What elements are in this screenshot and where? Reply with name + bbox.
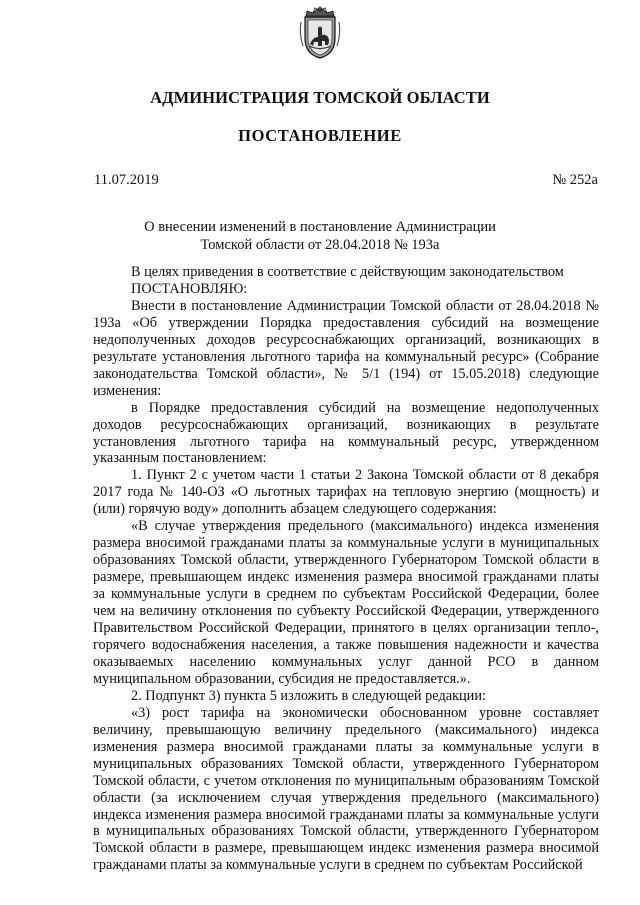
document-title-line: О внесении изменений в постановление Администрации [144, 219, 496, 235]
document-title [0, 218, 640, 254]
document-body [93, 264, 599, 874]
document-title-line: Томской области от 28.04.2018 № 193а [200, 237, 440, 253]
body-paragraph: в Порядке предоставления субсидий на возмещение недополученных доходов ресурсоснабжающих организаций, возникающих в результате установления льготного тарифа на коммунальный ресурс, утвержденном указанным постановлением: [93, 399, 599, 467]
body-paragraph: «3) рост тарифа на экономически обоснованном уровне составляет величину, превышающую величину предельного (максимального) индекса изменения размера вносимой гражданами платы за коммунальные услуги в муниципальных образованиях Томской области, утвержденного Губернатором Томской области, с учетом отклонения по муниципальным образованиям Томской области (за исключением случая утверждения предельного (максимального) индекса изменения размера вносимой гражданами платы за коммунальные услуги в муниципальных образованиях Томской области, утвержденного Губернатором Томской области в размере, превышающем индекс изменения размера вносимой гражданами платы за коммунальные услуги в среднем по субъектам Российской [93, 704, 599, 874]
body-paragraph: 1. Пункт 2 с учетом части 1 статьи 2 Закона Томской области от 8 декабря 2017 года № 140-ОЗ «О льготных тарифах на тепловую энергию (мощность) и (или) горячую воду» дополнить абзацем следующего содержания: [93, 467, 599, 518]
body-paragraph: Внести в постановление Администрации Томской области от 28.04.2018 № 193а «Об утверждении Порядка предоставления субсидий на возмещение недополученных доходов ресурсоснабжающих организаций, возникающих в результате установления льготного тарифа на коммунальный ресурс» (Собрание законодательства Томской области», № 5/1 (194) от 15.05.2018) следующие изменения: [93, 297, 599, 399]
document-date: 11.07.2019 [94, 172, 159, 188]
body-paragraph: «В случае утверждения предельного (максимального) индекса изменения размера вносимой гражданами платы за коммунальные услуги в муниципальных образованиях Томской области, утвержденного Губернатором Томской области в размере, превышающем индекс изменения размера вносимой гражданами платы за коммунальные услуги в среднем по субъектам Российской Федерации, более чем на величину отклонения по субъекту Российской Федерации, утвержденного Правительством Российской Федерации, принятого в целях организации тепло-, горячего водоснабжения населения, а также повышения надежности и качества оказываемых населению коммунальных услуг данной РСО в данном муниципальном образовании, субсидия не предоставляется.». [93, 518, 599, 687]
document-type: ПОСТАНОВЛЕНИЕ [238, 126, 402, 145]
document-number: № 252а [552, 172, 598, 188]
tomsk-oblast-coat-of-arms-icon [297, 2, 343, 60]
body-paragraph: В целях приведения в соответствие с действующим законодательством [131, 264, 564, 280]
body-paragraph: 2. Подпункт 3) пункта 5 изложить в следующей редакции: [131, 687, 486, 704]
organization-name: АДМИНИСТРАЦИЯ ТОМСКОЙ ОБЛАСТИ [150, 88, 490, 107]
body-paragraph: ПОСТАНОВЛЯЮ: [131, 280, 248, 297]
